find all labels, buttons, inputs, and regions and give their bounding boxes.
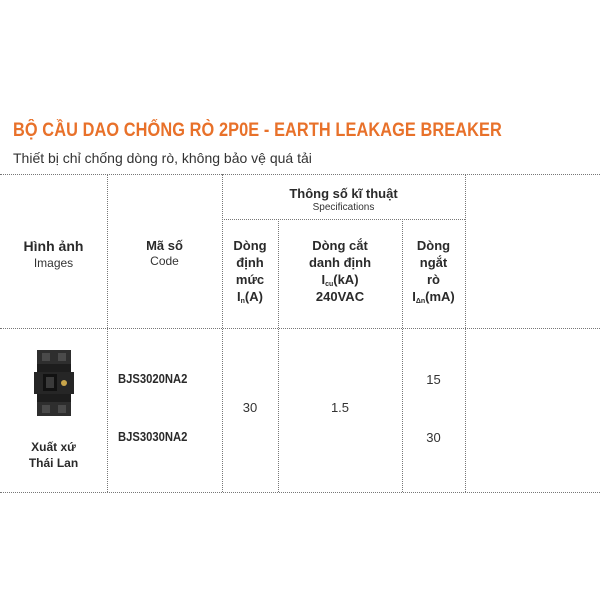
breaking-capacity-voltage: 240VAC — [315, 288, 365, 304]
product-code-2: BJS3030NA2 — [118, 430, 188, 444]
header-bottom-border — [0, 328, 600, 329]
specs-divider — [222, 219, 465, 220]
specs-group-label-vi: Thông số kĩ thuật — [289, 186, 398, 201]
col-divider-2 — [222, 174, 223, 492]
leak-current-line3: rò — [427, 271, 440, 287]
product-code-1: BJS3020NA2 — [118, 372, 188, 386]
col-images-label-en: Images — [33, 255, 74, 270]
breaking-capacity-value: 1.5 — [330, 400, 350, 415]
col-images-header — [0, 238, 107, 271]
breaking-capacity-line2: danh định — [308, 254, 372, 270]
leak-current-line2: ngắt — [419, 254, 448, 270]
col-images-label-vi: Hình ảnh — [23, 238, 84, 254]
origin-line1: Xuất xứ — [31, 440, 76, 454]
rated-current-line2: định — [236, 254, 264, 270]
breaking-capacity-line1: Dòng cắt — [312, 238, 368, 253]
col-code-label-en: Code — [150, 254, 179, 269]
rated-current-line1: Dòng — [233, 238, 267, 253]
col-divider-1 — [107, 174, 108, 492]
leak-current-value-1: 15 — [426, 372, 441, 387]
leak-current-value-2: 30 — [426, 430, 441, 445]
rated-current-symbol: $I_n(A)$ — [237, 288, 263, 305]
col-code-header — [107, 238, 222, 269]
page-title: BỘ CẦU DAO CHỐNG RÒ 2P0E - EARTH LEAKAGE BREAKER — [13, 120, 502, 141]
circuit-breaker-icon — [34, 350, 74, 421]
origin-line2: Thái Lan — [28, 455, 79, 470]
specs-group-header — [222, 186, 465, 215]
leak-current-header — [402, 238, 465, 306]
leak-current-symbol: $I_{\Delta n}(mA)$ — [412, 288, 455, 305]
table-top-border — [0, 174, 600, 175]
breaking-capacity-header — [278, 238, 402, 306]
col-code-label-vi: Mã số — [146, 238, 183, 253]
rated-current-line3: mức — [235, 271, 265, 287]
table-bottom-border — [0, 492, 600, 493]
specs-group-label-en: Specifications — [312, 202, 375, 214]
origin-label — [0, 440, 107, 471]
breaking-capacity-symbol: $I_{cu}(kA)$ — [321, 271, 359, 288]
page-subtitle: Thiết bị chỉ chống dòng rò, không bảo vệ quá tải — [13, 150, 312, 166]
leak-current-line1: Dòng — [416, 238, 451, 253]
rated-current-value: 30 — [242, 400, 258, 415]
col-divider-5 — [465, 174, 466, 492]
rated-current-header — [222, 238, 278, 306]
